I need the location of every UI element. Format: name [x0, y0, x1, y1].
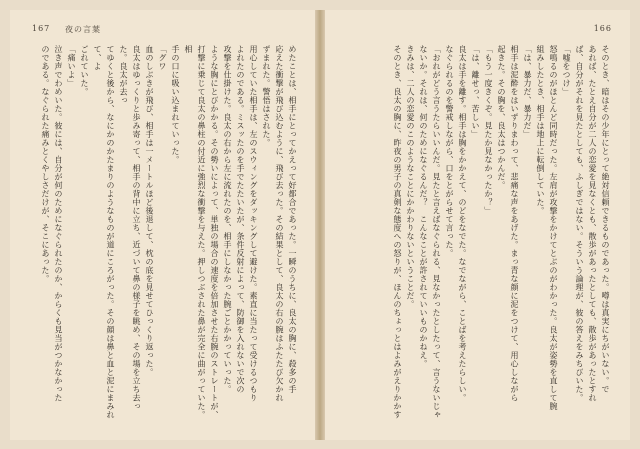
right-page [325, 10, 630, 440]
text-line: 攻撃を仕掛けた。良太の右から左に流れたのを、相手にしなかった腕ごとかかっていった。 [223, 45, 232, 394]
right-page-text [339, 45, 612, 422]
text-line: 良太はゆっくりと歩み寄って、相手の背中に立ち、近づいて鼻の様子を眺め、その場を立ち去った。良太が去っ [119, 45, 141, 411]
text-line: ないか。それは、何のためになぐるんだ？ こんなことが許されていいものかねえ。 [419, 45, 428, 368]
text-line: 泣き声でわめいた。彼には、自分が何のためになぐられたのか、からくも見当がつかなかった [54, 45, 63, 402]
left-page [10, 10, 315, 440]
text-line: 起きた。その胸を、良太はつかんだ。 [497, 45, 506, 190]
text-line: てゆくと後から、なにかのかたまりのようなものが道にころがった。その顔は鼻と血と泥にまみれて、よ [93, 45, 115, 419]
text-line: 血のしぶきが飛び、相手は一メートルほど後退して、枕の底を見せてひっくり返った。 [145, 45, 154, 377]
text-line: 「は、離せっ、苦しい」 [471, 45, 480, 139]
text-line: そのとき、良太の胸に、昨夜の男子の真剣な態度への怒りが、ほんのちょっとはよみがえりかかす [393, 45, 402, 419]
text-line: 怒鳴るのがほとんど同時だった。左肩が攻撃をかけてとぶのがわかった。良太が姿勢を直して腕 [549, 45, 558, 411]
text-line: ずまれた。警悟はされた。 [262, 45, 271, 147]
text-line: きみは、二人の恋愛のこのようなことにかかわりないということだ。 [406, 45, 415, 309]
text-line: 「おれがどう言うたらいいんだ。見たと言えばなぐられる、見なかったとしたって、言うないじゃ [432, 45, 441, 419]
text-line: ごれていた。 [80, 45, 89, 96]
left-page-text [26, 45, 299, 422]
text-line: あれば、たとえ自分が二人の恋愛を見なくとも、散歩があったとしても、散歩があったとすれ [588, 45, 597, 402]
text-line: 「は、暴力だ、暴力だ」 [523, 45, 532, 139]
text-line: 手の口に吸い込まれていった。 [171, 45, 180, 164]
running-head: 夜の言葉 [65, 25, 101, 34]
text-line: 応えた衝撃が飛び込むように、飛び去った。その結果として、良太の右の腕はふたたび欠かれ [275, 45, 284, 402]
text-line: のである。なぐられた痛みとくやしさだけが、そこにあった。 [41, 45, 50, 283]
text-line: ば、自分がそれを見たとしても、ふしぎではない。そういう論理が、彼の答えをみちびいた。 [575, 45, 584, 402]
page-number-left: 167 [32, 24, 51, 33]
text-line: 用心していた相手は、左のスウィングをダッキングして避けた。素直に当たって受けるつもり [249, 45, 258, 402]
text-line: 「痛いよ」 [67, 45, 76, 88]
text-line: 「グワ [158, 45, 167, 71]
text-line: 相手は泥酔をはいずりまわって、悲痛な声をあげた。まっ青な顔に泥をつけて、用心しながら [510, 45, 519, 402]
text-line: 良太は手を離す。相手は胸をかかえて、のどをなでた。なでながら、ことばを考えたらしい。 [458, 45, 467, 402]
page-number-right: 166 [593, 24, 612, 33]
text-line: 打撃に乗じて良太の鼻柱の付近に強烈な衝撃を与えた。押しつぶされた鼻が完全に曲がっていた。相 [184, 45, 206, 419]
book-gutter [315, 10, 325, 440]
text-line: めたことは、相手にとってかえって好都合であった。一瞬のうちに、良太の胸に、殺多の手 [288, 45, 297, 394]
text-line: ような胸にとびかかる。その勢いによって、単独の場合の速度を倍加させた右腕のストレートが、 [210, 45, 219, 419]
text-line: 組みしたとき、相手は地上に転倒していた。 [536, 45, 545, 215]
text-line: そのとき、暗はその少年にとって絶対信頼できるものであった。噂は真実にちがいない。で [601, 45, 610, 394]
text-line: よれたのである。ミスッたのを手でたたいたが、条件反射によって、防御を入れないで次の [236, 45, 245, 394]
text-line: なぐられるのを警戒しながら、口をとがらせて言った。 [445, 45, 454, 258]
text-line: 「もう一度きくぞ。見たか見なかったか？」 [484, 45, 493, 215]
text-line: 「嘘をつけ」 [562, 45, 571, 96]
